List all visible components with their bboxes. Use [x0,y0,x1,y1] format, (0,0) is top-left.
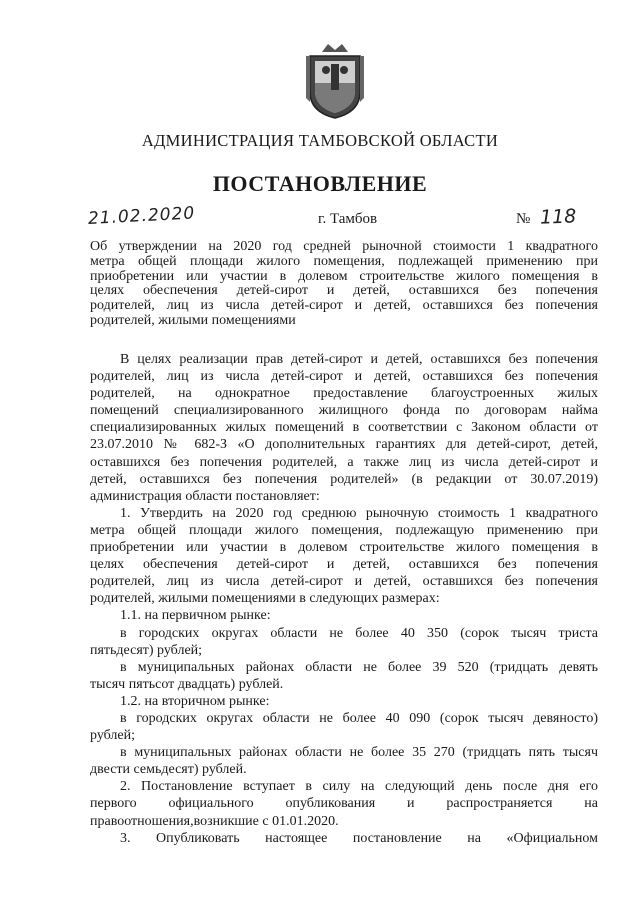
body-line: 3. Опубликовать настоящее постановление на «Официальном [120,830,598,846]
body-line: помещений специализированного жилищного фонда по договорам найма [90,403,598,419]
body-line: 1.1. на первичном рынке: [120,608,271,624]
body-line: 2. Постановление вступает в силу на следующий день после дня его [120,779,598,795]
body-line: целях обеспечения детей-сирот и детей, оставшихся без попечения [90,557,598,573]
body-line: родителей, на однократное предоставление благоустроенных жилых [90,386,598,402]
number-label: № [516,211,531,227]
body-line: в муниципальных районах области не более 39 520 (тридцать девять [120,659,598,675]
body-line: рублей; [90,728,135,744]
body-line: метра общей площади жилого помещения, подлежащую применению при [90,522,598,538]
body-line: пятьдесят) рублей; [90,642,203,658]
subject-line: метра общей площади жилого помещения, подлежащей применению при [90,253,598,269]
body-line: в городских округах области не более 40 090 (сорок тысяч девяносто) [120,710,598,726]
body-line: двести семьдесят) рублей. [90,762,247,778]
body-line: родителей, лиц из числа детей-сирот и детей, оставшихся без попечения [90,574,598,590]
body-line: правоотношения,возникшие с 01.01.2020. [90,813,339,829]
body-line: оставшихся без попечения родителей, а также лиц из числа детей-сирот и [90,454,598,470]
body-line: 23.07.2010 № 682-З «О дополнительных гарантиях для детей-сирот, детей, [90,437,598,453]
organization-name: АДМИНИСТРАЦИЯ ТАМБОВСКОЙ ОБЛАСТИ [141,131,499,150]
document-number: 118 [539,205,577,229]
body-line: первого официального опубликования и распространяется на [90,796,598,812]
coat-of-arms-icon [302,42,368,120]
body-line: В целях реализации прав детей-сирот и детей, оставшихся без попечения [120,352,598,367]
subject-line: Об утверждении на 2020 год средней рыночной стоимости 1 квадратного [90,239,598,254]
body-line: 1. Утвердить на 2020 год среднюю рыночную стоимость 1 квадратного [120,505,598,521]
subject-line: приобретении или участии в долевом строительстве жилого помещения в [90,268,598,284]
body-line: тысяч пятьсот двадцать) рублей. [90,676,284,692]
subject-line: родителей, жилыми помещениями [90,312,296,328]
body-line: специализированных жилых помещений в соответствии с Законом области от [90,420,598,436]
body-line: приобретении или участии в долевом строительстве жилого помещения в [90,540,598,556]
body-line: родителей, жилыми помещениями в следующих размерах: [90,591,440,607]
document-date: 21.02.2020 [87,203,196,229]
subject-line: родителей, лиц из числа детей-сирот и детей, оставшихся без попечения [90,298,598,314]
subject-line: целях обеспечения детей-сирот и детей, оставшихся без попечения [90,283,598,299]
document-subject [90,240,598,329]
document-title: ПОСТАНОВЛЕНИЕ [212,171,428,196]
body-line: в муниципальных районах области не более 35 270 (тридцать пять тысяч [120,745,598,761]
document-city: г. Тамбов [318,211,378,227]
body-line: детей, оставшихся без попечения родителей» (в редакции от 30.07.2019) [90,471,598,487]
document-body [90,351,598,847]
body-line: администрация области постановляет: [90,488,320,504]
body-line: родителей, лиц из числа детей-сирот и детей, оставшихся без попечения [90,369,598,385]
body-line: в городских округах области не более 40 350 (сорок тысяч триста [120,625,598,641]
body-line: 1.2. на вторичном рынке: [120,693,270,709]
